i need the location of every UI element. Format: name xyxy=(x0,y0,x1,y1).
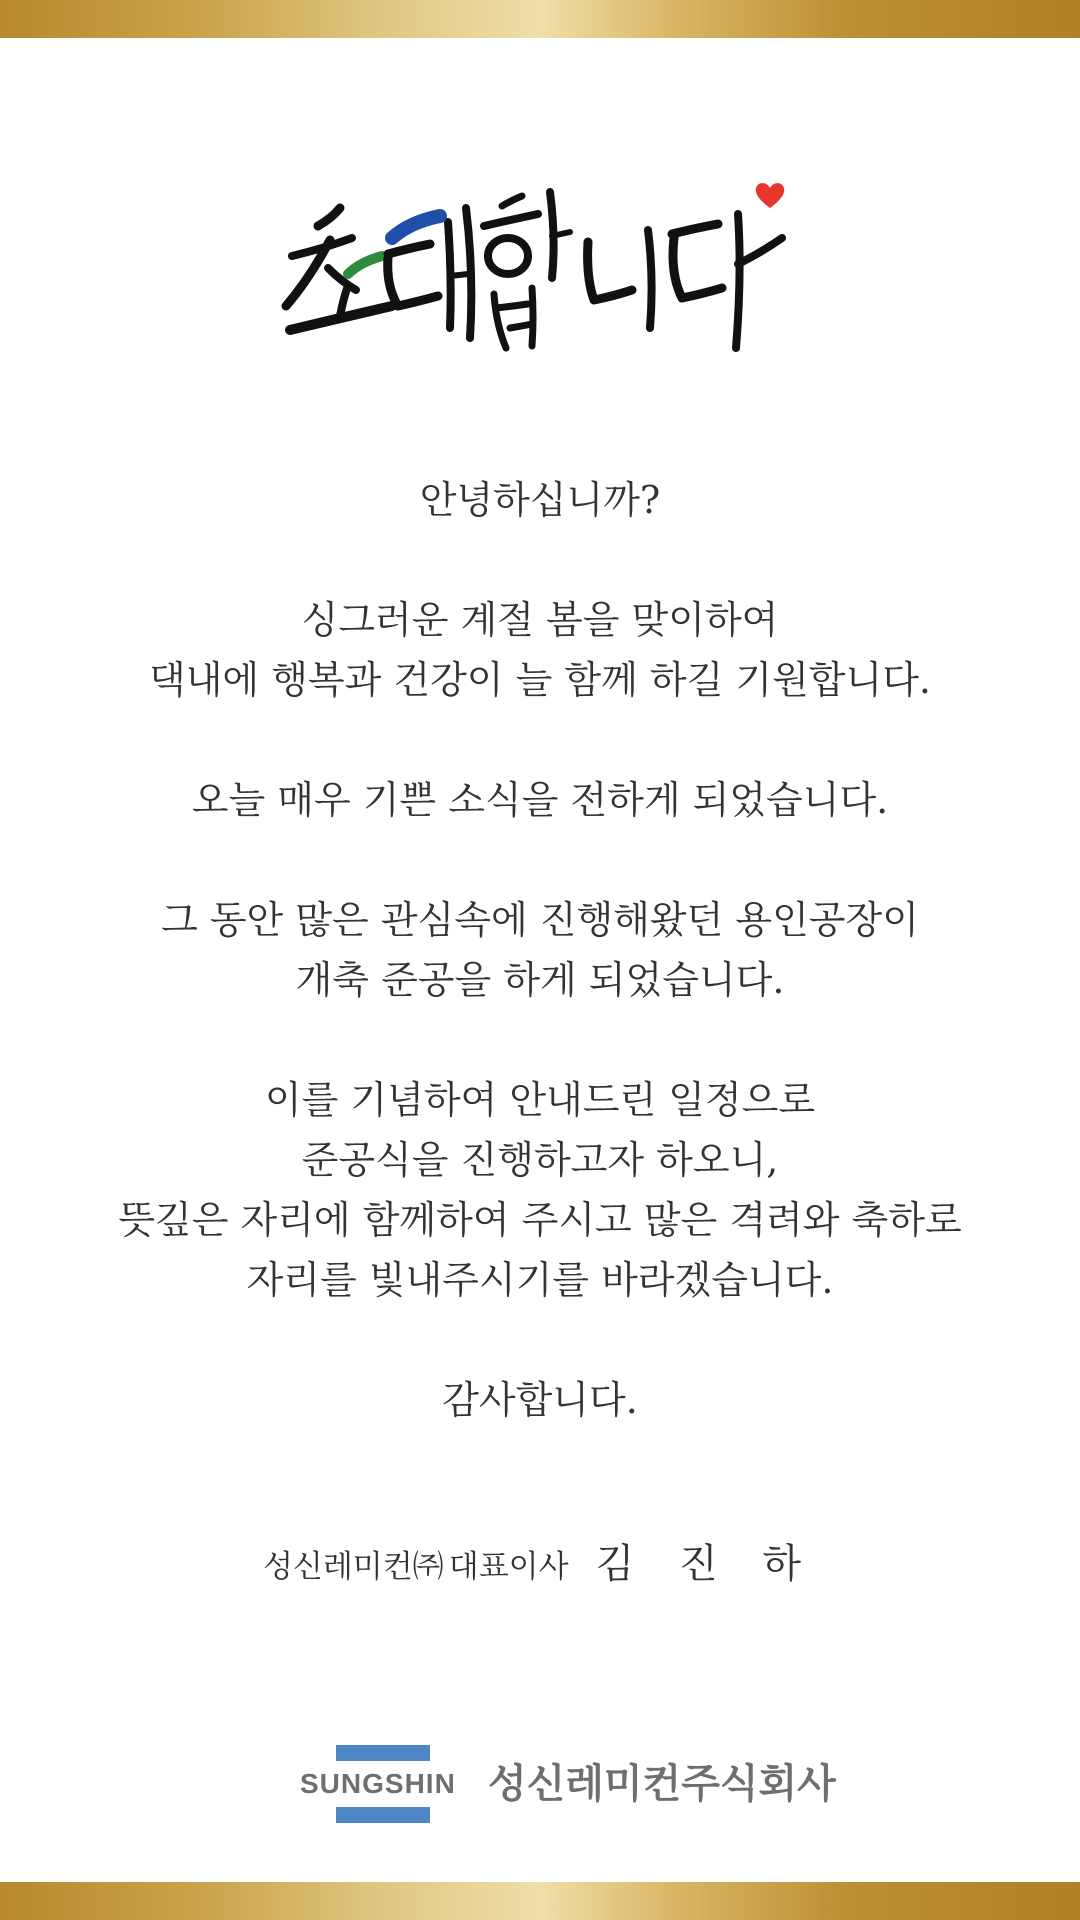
sungshin-logo-mark xyxy=(300,1745,470,1823)
closing xyxy=(0,1370,1080,1430)
signature xyxy=(0,1532,1080,1589)
logo-bar-top xyxy=(336,1745,430,1761)
logo-bar-bottom xyxy=(336,1807,430,1823)
heart-icon xyxy=(756,183,784,208)
closing-line: 감사합니다. xyxy=(442,1378,638,1422)
paragraph-news xyxy=(0,770,1080,830)
bottom-gold-border xyxy=(0,1882,1080,1920)
top-gold-border xyxy=(0,0,1080,38)
company-logo xyxy=(300,1745,836,1823)
paragraph-ceremony xyxy=(0,1070,1080,1310)
company-full-name: 성신레미컨주식회사 xyxy=(488,1761,836,1807)
signature-company: 성신레미컨㈜ xyxy=(262,1549,444,1585)
letter-line: 싱그러운 계절 봄을 맞이하여 xyxy=(301,598,779,642)
letter-line: 댁내에 행복과 건강이 늘 함께 하길 기원합니다. xyxy=(148,658,931,702)
greeting-line: 안녕하십니까? xyxy=(419,478,661,522)
letter-line: 자리를 빛내주시기를 바라겠습니다. xyxy=(246,1258,834,1302)
letter-line: 개축 준공을 하게 되었습니다. xyxy=(295,958,785,1002)
invitation-title xyxy=(0,178,1080,358)
logo-text: SUNGSHIN xyxy=(300,1768,456,1799)
paragraph-factory xyxy=(0,890,1080,1010)
letter-line: 이를 기념하여 안내드린 일정으로 xyxy=(264,1078,816,1122)
letter-line: 그 동안 많은 관심속에 진행해왔던 용인공장이 xyxy=(161,898,919,942)
paragraph-spring xyxy=(0,590,1080,710)
letter-line: 뜻깊은 자리에 함께하여 주시고 많은 격려와 축하로 xyxy=(118,1198,962,1242)
invitation-letter xyxy=(0,470,1080,1490)
letter-line: 준공식을 진행하고자 하오니, xyxy=(301,1138,779,1182)
calligraphy-title xyxy=(270,178,810,358)
letter-line: 오늘 매우 기쁜 소식을 전하게 되었습니다. xyxy=(191,778,889,822)
signature-role: 대표이사 xyxy=(448,1549,569,1585)
greeting xyxy=(0,470,1080,530)
signature-name: 김 진 하 xyxy=(595,1541,818,1587)
